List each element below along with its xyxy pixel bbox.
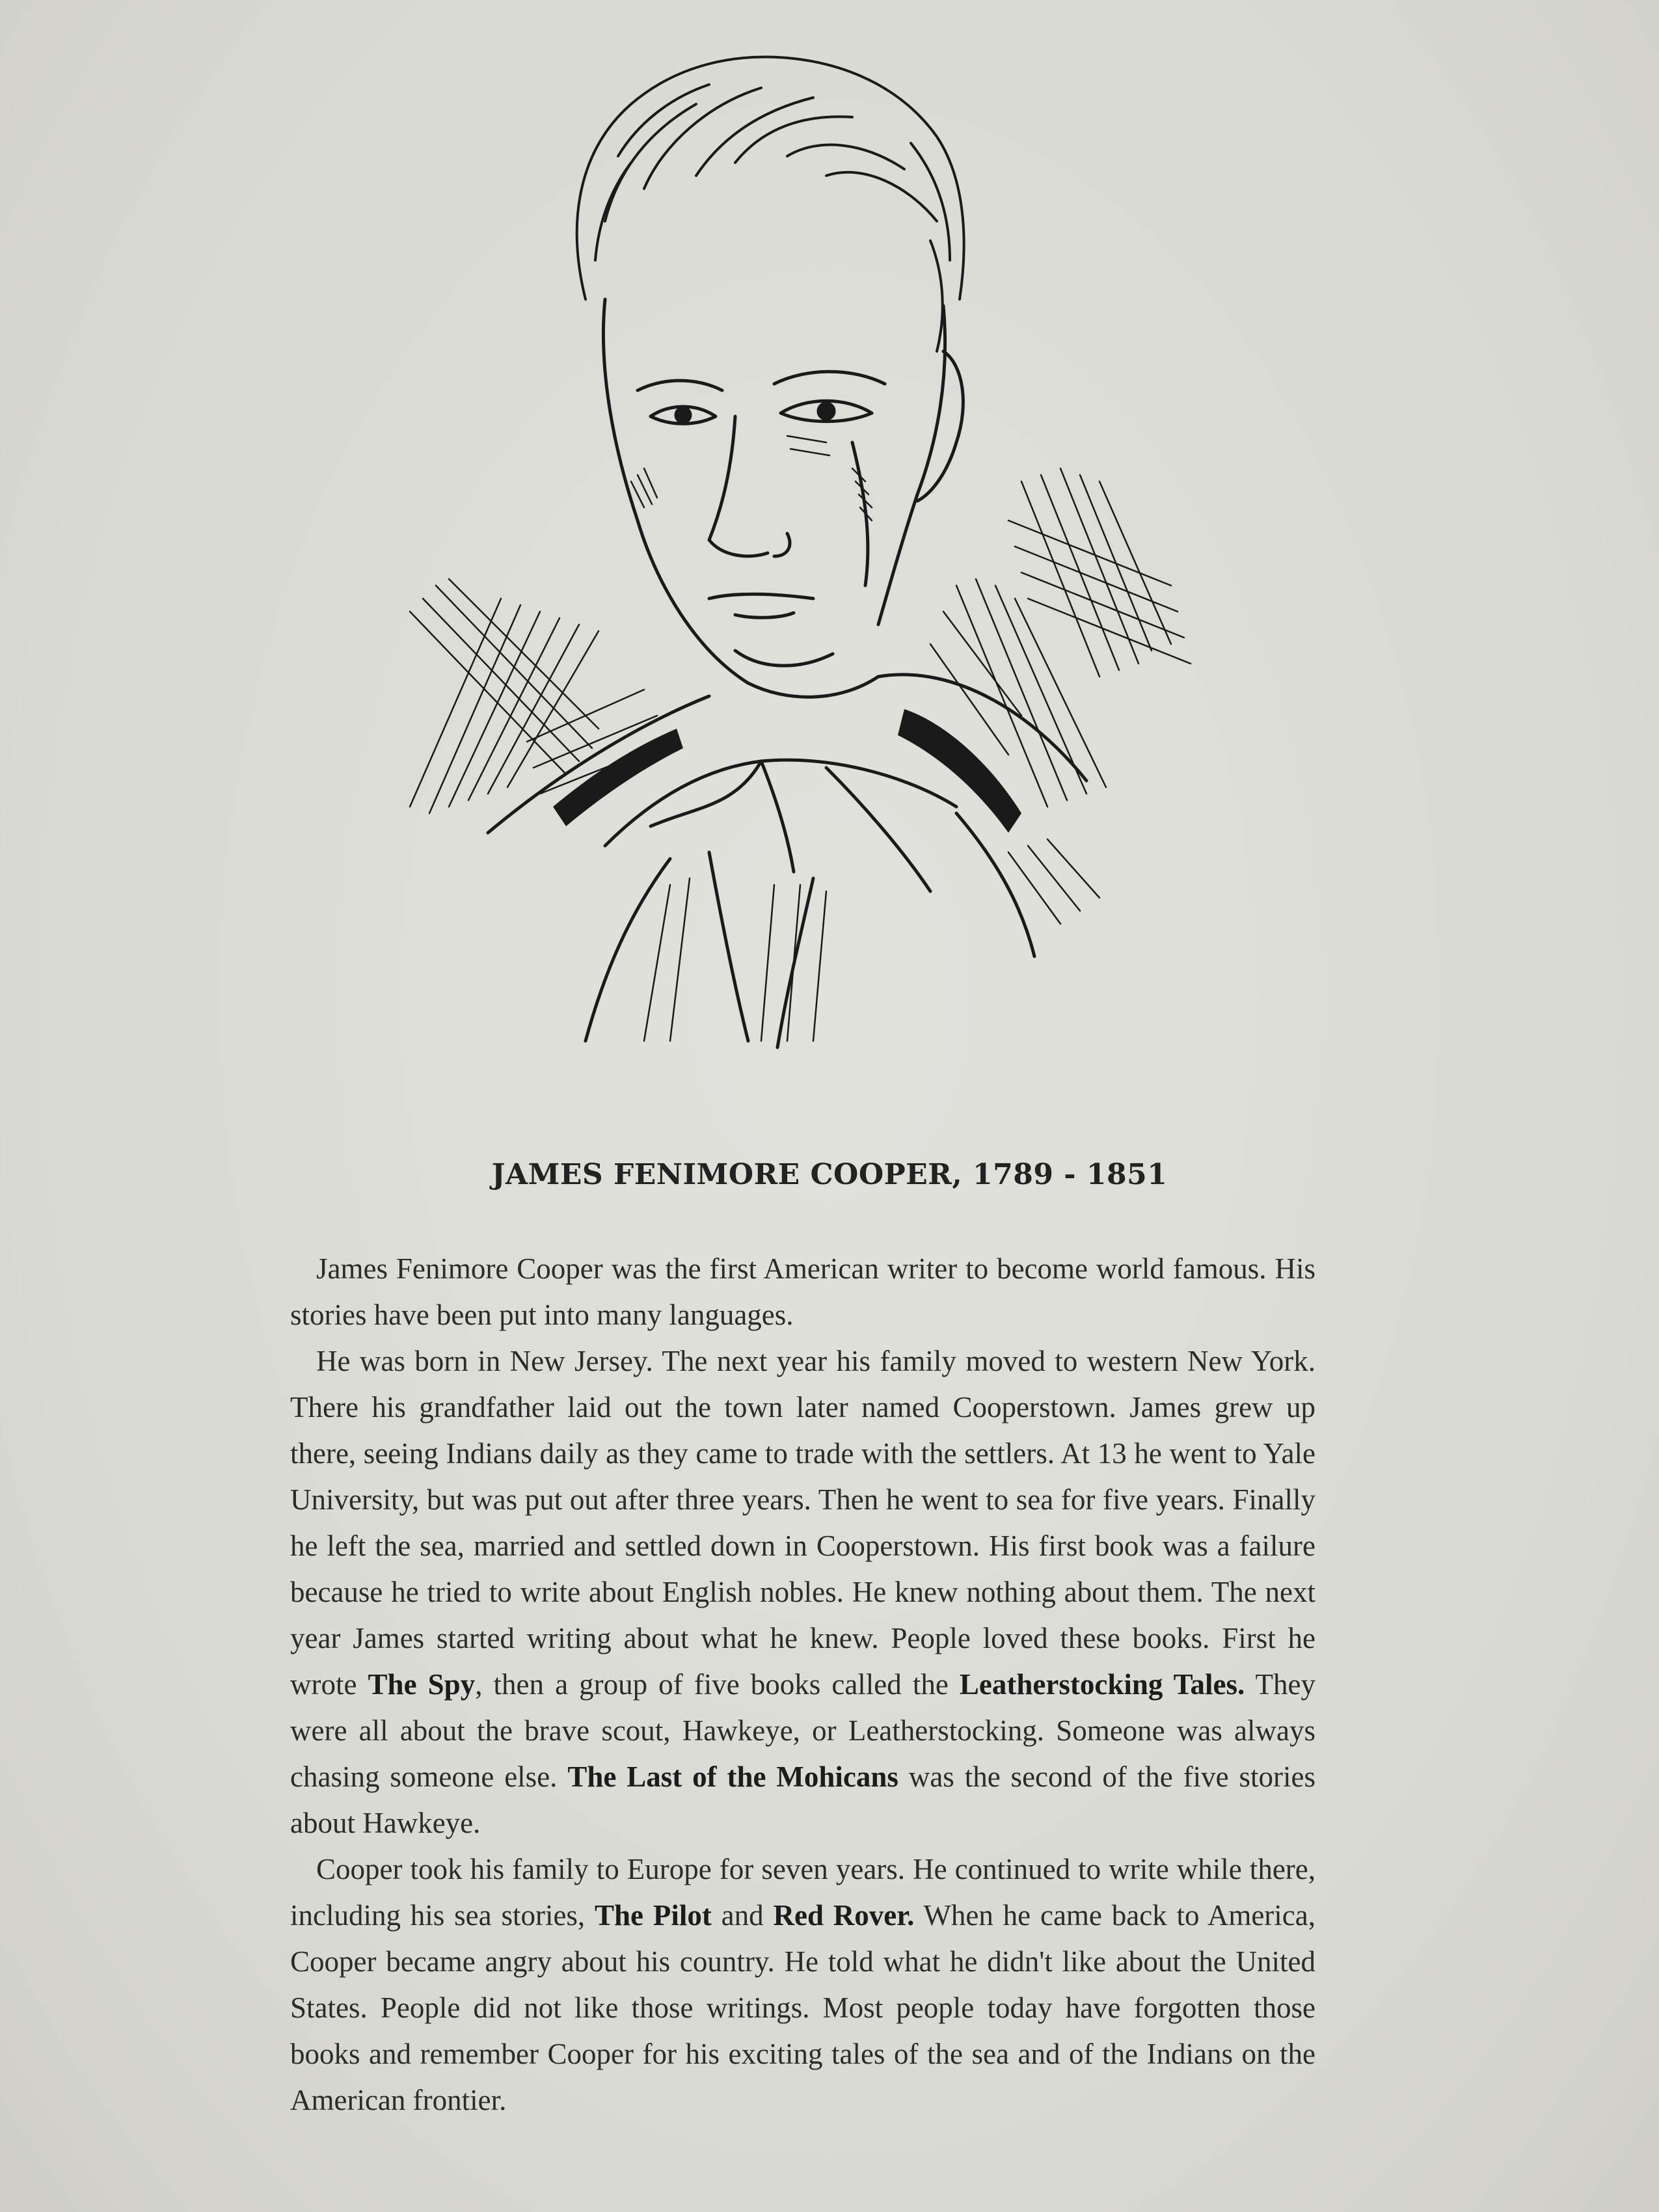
text-segment: and [711, 1899, 774, 1932]
paragraph [290, 1338, 1315, 1846]
paragraph [290, 1846, 1315, 2124]
book-title: Leatherstocking Tales. [959, 1668, 1245, 1701]
portrait-illustration [371, 26, 1230, 1060]
paragraph [290, 1246, 1315, 1338]
text-segment: He was born in New Jersey. The next year his family moved to western New York. There his grandfather laid out the town later named Cooperstown. James grew up there, seeing Indians daily as they came to trade with the settlers. At 13 he went to Yale University, but was put out after three years. Then he went to sea for five years. Finally he left the sea, married and settled down in Cooperstown. His first book was a failure because he tried to write about English nobles. He knew nothing about them. The next year James started writing about what he knew. People loved these books. First he wrote [290, 1345, 1315, 1701]
page-title: JAMES FENIMORE COOPER, 1789 - 1851 [491, 1158, 1168, 1191]
text-segment: , then a group of five books called the [475, 1668, 960, 1701]
text-segment: James Fenimore Cooper was the first American writer to become world famous. His stories have been put into many languages. [290, 1252, 1315, 1331]
text-segment: was the second of the five stories about Hawkeye. [290, 1760, 1316, 1839]
book-title: The Last of the Mohicans [567, 1760, 898, 1793]
book-title: The Spy [368, 1668, 476, 1701]
text-segment: Cooper took his family to Europe for seven years. He continued to write while there, including his sea stories, [290, 1853, 1315, 1932]
text-segment: They were all about the brave scout, Hawkeye, or Leatherstocking. Someone was always chasing someone else. [290, 1668, 1315, 1793]
book-title: Red Rover. [773, 1899, 915, 1932]
biography-text [290, 1246, 1315, 2124]
text-segment: When he came back to America, Cooper became angry about his country. He told what he didn't like about the United States. People did not like those writings. Most people today have forgotten those books and remember Cooper for his exciting tales of the sea and of the Indians on the American frontier. [290, 1899, 1315, 2116]
book-title: The Pilot [595, 1899, 712, 1932]
